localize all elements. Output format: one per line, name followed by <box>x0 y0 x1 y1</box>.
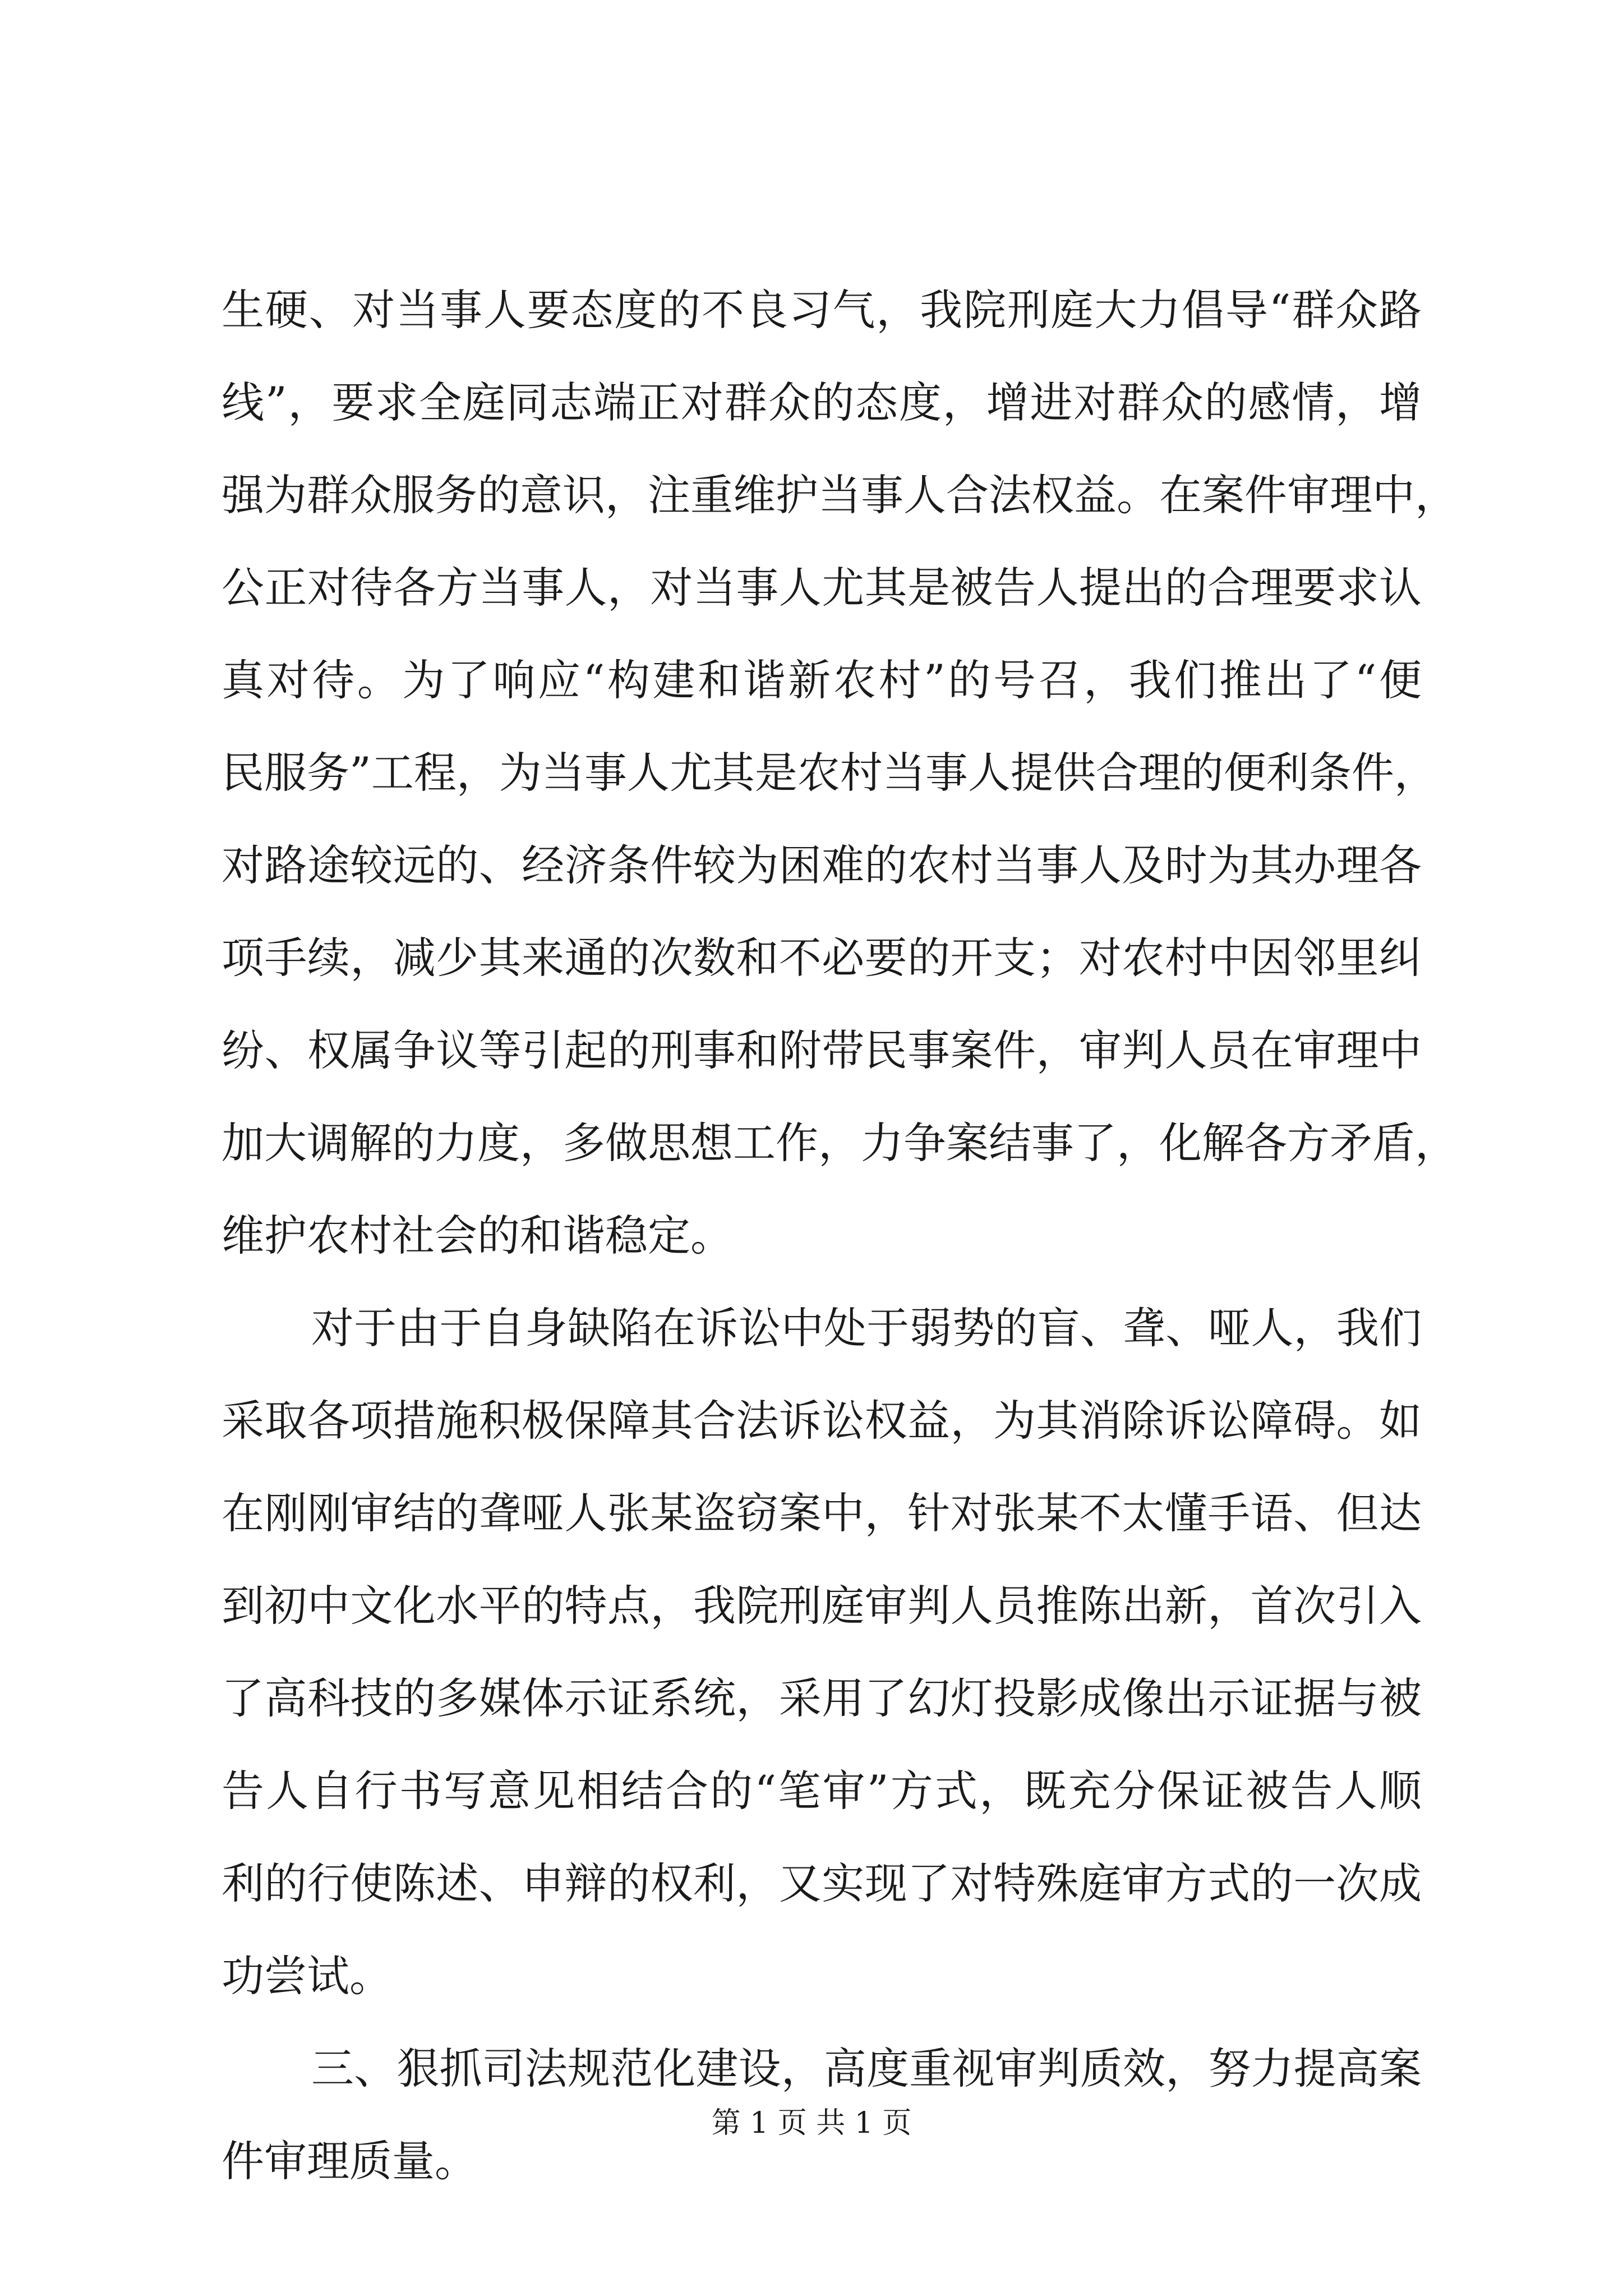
document-body <box>222 264 1458 2207</box>
text-line: 生硬、对当事人要态度的不良习气，我院刑庭大力倡导“群众路 <box>222 285 1422 335</box>
text-line: 强为群众服务的意识，注重维护当事人合法权益。在案件审理中， <box>222 470 1458 520</box>
text-line: 纷、权属争议等引起的刑事和附带民事案件，审判人员在审理中 <box>222 1025 1422 1075</box>
text-line: 民服务”工程，为当事人尤其是农村当事人提供合理的便利条件， <box>222 748 1437 798</box>
text-line: 了高科技的多媒体示证系统，采用了幻灯投影成像出示证据与被 <box>222 1673 1422 1723</box>
text-line: 公正对待各方当事人，对当事人尤其是被告人提出的合理要求认 <box>222 563 1422 613</box>
text-line: 真对待。为了响应“构建和谐新农村”的号召，我们推出了“便 <box>222 655 1422 705</box>
text-line: 利的行使陈述、申辩的权利，又实现了对特殊庭审方式的一次成 <box>222 1858 1422 1908</box>
page-number-footer: 第 1 页 共 1 页 <box>711 2106 912 2140</box>
text-line: 到初中文化水平的特点，我院刑庭审判人员推陈出新，首次引入 <box>222 1581 1422 1631</box>
text-line: 项手续，减少其来通的次数和不必要的开支；对农村中因邻里纠 <box>222 933 1422 983</box>
text-line: 告人自行书写意见相结合的“笔审”方式，既充分保证被告人顺 <box>222 1766 1422 1816</box>
text-line: 对于由于自身缺陷在诉讼中处于弱势的盲、聋、哑人，我们 <box>311 1303 1422 1353</box>
text-line: 三、狠抓司法规范化建设，高度重视审判质效，努力提高案 <box>311 2044 1422 2093</box>
text-line: 采取各项措施积极保障其合法诉讼权益，为其消除诉讼障碍。如 <box>222 1396 1422 1446</box>
paragraph-1 <box>222 264 1458 1282</box>
text-line: 维护农村社会的和谐稳定。 <box>222 1211 733 1260</box>
text-line: 对路途较远的、经济条件较为困难的农村当事人及时为其办理各 <box>222 840 1422 890</box>
text-line: 线”，要求全庭同志端正对群众的态度，增进对群众的感情，增 <box>222 378 1422 427</box>
text-line: 在刚刚审结的聋哑人张某盗窃案中，针对张某不太懂手语、但达 <box>222 1488 1422 1538</box>
paragraph-2 <box>222 1282 1422 2022</box>
text-line: 功尝试。 <box>222 1951 392 2001</box>
text-line: 件审理质量。 <box>222 2136 477 2186</box>
text-line: 加大调解的力度，多做思想工作，力争案结事了，化解各方矛盾， <box>222 1118 1458 1168</box>
